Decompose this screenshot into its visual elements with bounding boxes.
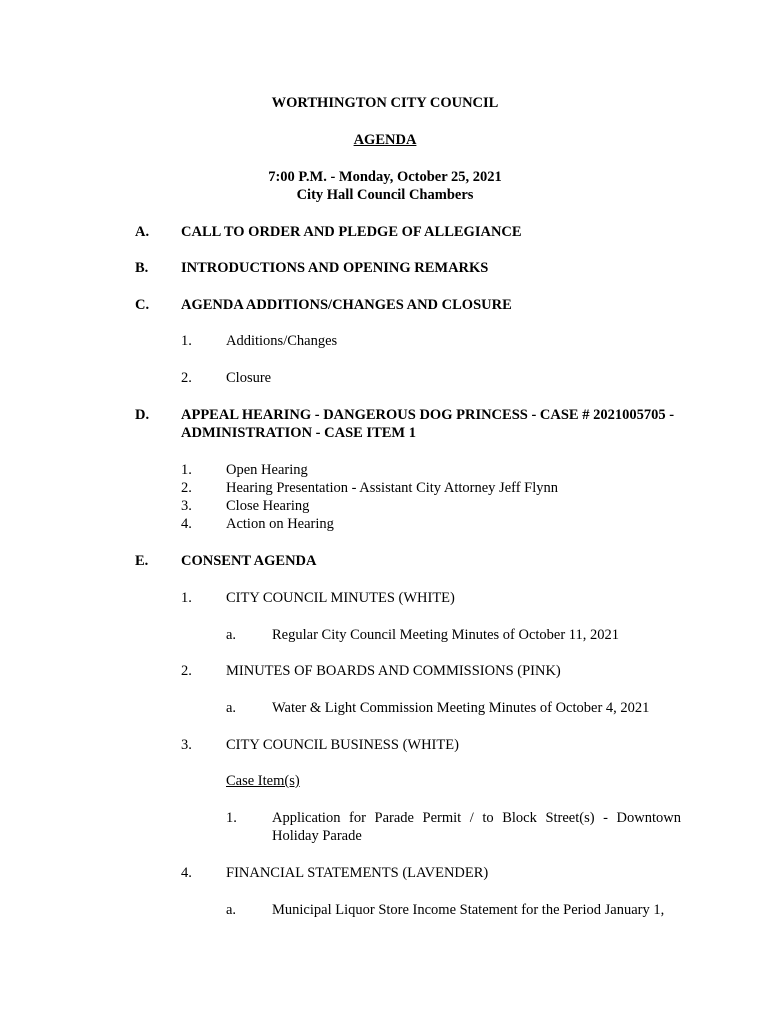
section-e-item-number: 3.: [181, 737, 192, 753]
subitem-text: Regular City Council Meeting Minutes of October 11, 2021: [272, 627, 620, 643]
subitem-text: Municipal Liquor Store Income Statement for the Period January 1,: [272, 902, 665, 918]
section-e-letter: E.: [135, 553, 149, 569]
section-a-letter: A.: [135, 224, 150, 240]
section-c-item-number: 1.: [181, 333, 192, 349]
section-c-item-text: Additions/Changes: [226, 333, 338, 349]
meeting-datetime: 7:00 P.M. - Monday, October 25, 2021: [268, 169, 502, 185]
section-e-item-text: CITY COUNCIL BUSINESS (WHITE): [226, 737, 459, 753]
section-e-item-text: CITY COUNCIL MINUTES (WHITE): [226, 590, 455, 606]
subitem-letter: a.: [226, 902, 237, 918]
case-item-number: 1.: [226, 810, 237, 826]
section-e-item-text: FINANCIAL STATEMENTS (LAVENDER): [226, 865, 489, 881]
section-e-item-text: MINUTES OF BOARDS AND COMMISSIONS (PINK): [226, 663, 561, 679]
section-a-title: CALL TO ORDER AND PLEDGE OF ALLEGIANCE: [181, 224, 522, 240]
section-d-item-text: Action on Hearing: [226, 516, 334, 532]
subitem-letter: a.: [226, 700, 237, 716]
section-d-item-text: Hearing Presentation - Assistant City Attorney Jeff Flynn: [226, 480, 558, 496]
subitem-text: Water & Light Commission Meeting Minutes of October 4, 2021: [272, 700, 650, 716]
section-b-title: INTRODUCTIONS AND OPENING REMARKS: [181, 260, 489, 276]
section-c-item-number: 2.: [181, 370, 192, 386]
section-d-item-text: Close Hearing: [226, 498, 310, 514]
section-d-item-text: Open Hearing: [226, 462, 308, 478]
subitem-letter: a.: [226, 627, 237, 643]
case-items-label: Case Item(s): [226, 773, 300, 789]
case-item-line2: Holiday Parade: [272, 828, 362, 844]
section-d-item-number: 3.: [181, 498, 192, 514]
section-e-item-number: 1.: [181, 590, 192, 606]
case-item-line1: Application for Parade Permit / to Block Street(s) - Downtown: [272, 810, 681, 826]
section-c-letter: C.: [135, 297, 150, 313]
section-d-letter: D.: [135, 407, 150, 423]
agenda-heading: AGENDA: [353, 132, 417, 148]
section-c-title: AGENDA ADDITIONS/CHANGES AND CLOSURE: [181, 297, 512, 313]
section-d-item-number: 1.: [181, 462, 192, 478]
section-d-item-number: 4.: [181, 516, 192, 532]
section-d-item-number: 2.: [181, 480, 192, 496]
section-c-item-text: Closure: [226, 370, 272, 386]
council-title: WORTHINGTON CITY COUNCIL: [271, 95, 499, 111]
section-b-letter: B.: [135, 260, 149, 276]
section-e-title: CONSENT AGENDA: [181, 553, 317, 569]
section-d-title-line1: APPEAL HEARING - DANGEROUS DOG PRINCESS - CASE # 2021005705 -: [181, 407, 675, 423]
section-d-title-line2: ADMINISTRATION - CASE ITEM 1: [181, 425, 416, 441]
meeting-location: City Hall Council Chambers: [296, 187, 474, 203]
section-e-item-number: 2.: [181, 663, 192, 679]
section-e-item-number: 4.: [181, 865, 192, 881]
